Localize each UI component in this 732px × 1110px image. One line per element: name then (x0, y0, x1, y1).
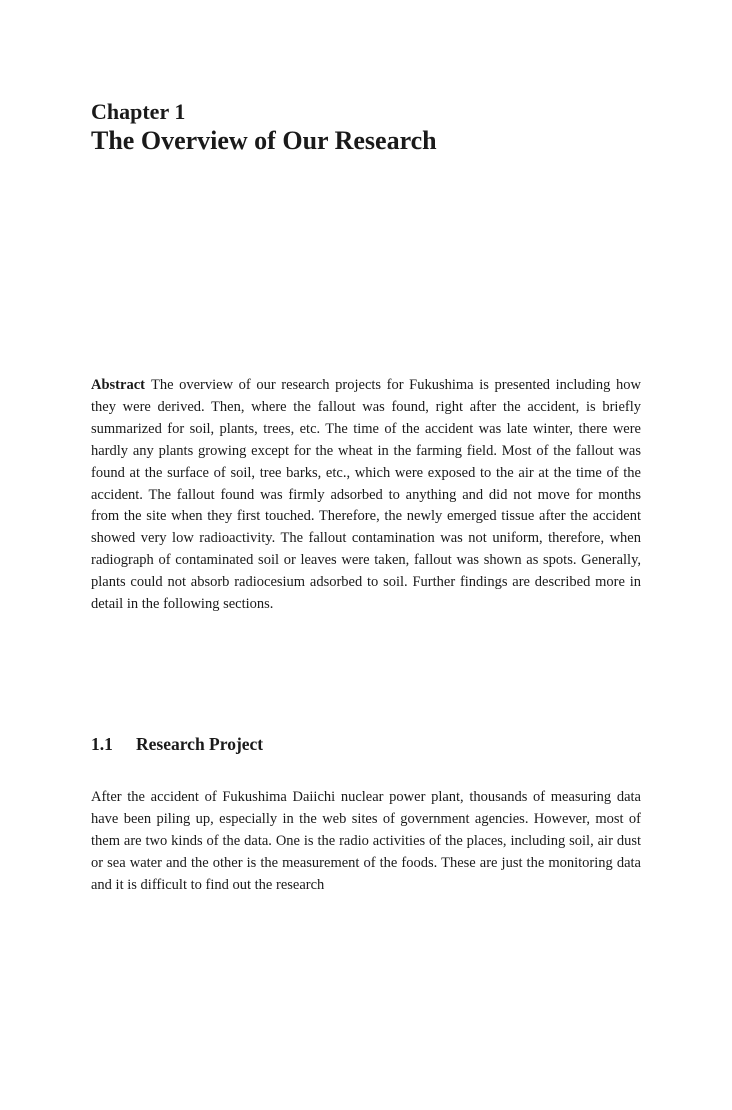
section-heading (91, 733, 263, 755)
abstract-label: Abstract (91, 377, 145, 393)
chapter-label: Chapter 1 (91, 99, 186, 124)
abstract (91, 375, 641, 616)
section-paragraph: After the accident of Fukushima Daiichi nuclear power plant, thousands of measuring data have been piling up, especially in the web sites of government agencies. However, most of them are two kinds of the data. One is the radio activities of the places, including soil, air dust or sea water and the other is the measurement of the foods. These are just the monitoring data and it is difficult to find out the research (91, 789, 641, 893)
chapter-title: The Overview of Our Research (91, 126, 437, 155)
abstract-text: The overview of our research projects for Fukushima is presented including how they were derived. Then, where the fallout was found, right after the accident, is briefly summarized for soil, plants, trees, etc. The time of the accident was late winter, there were hardly any plants growing except for the wheat in the farming field. Most of the fallout was found at the surface of soil, tree barks, etc., which were exposed to the air at the time of the accident. The fallout found was firmly adsorbed to anything and did not move for months from the site when they first touched. Therefore, the newly emerged tissue after the accident showed very low radioactivity. The fallout contamination was not uniform, therefore, when radiograph of contaminated soil or leaves were taken, fallout was shown as spots. Generally, plants could not absorb radiocesium adsorbed to soil. Further findings are described more in detail in the following sections. (91, 377, 641, 613)
section-number: 1.1 (91, 734, 113, 754)
section-title: Research Project (136, 734, 264, 754)
